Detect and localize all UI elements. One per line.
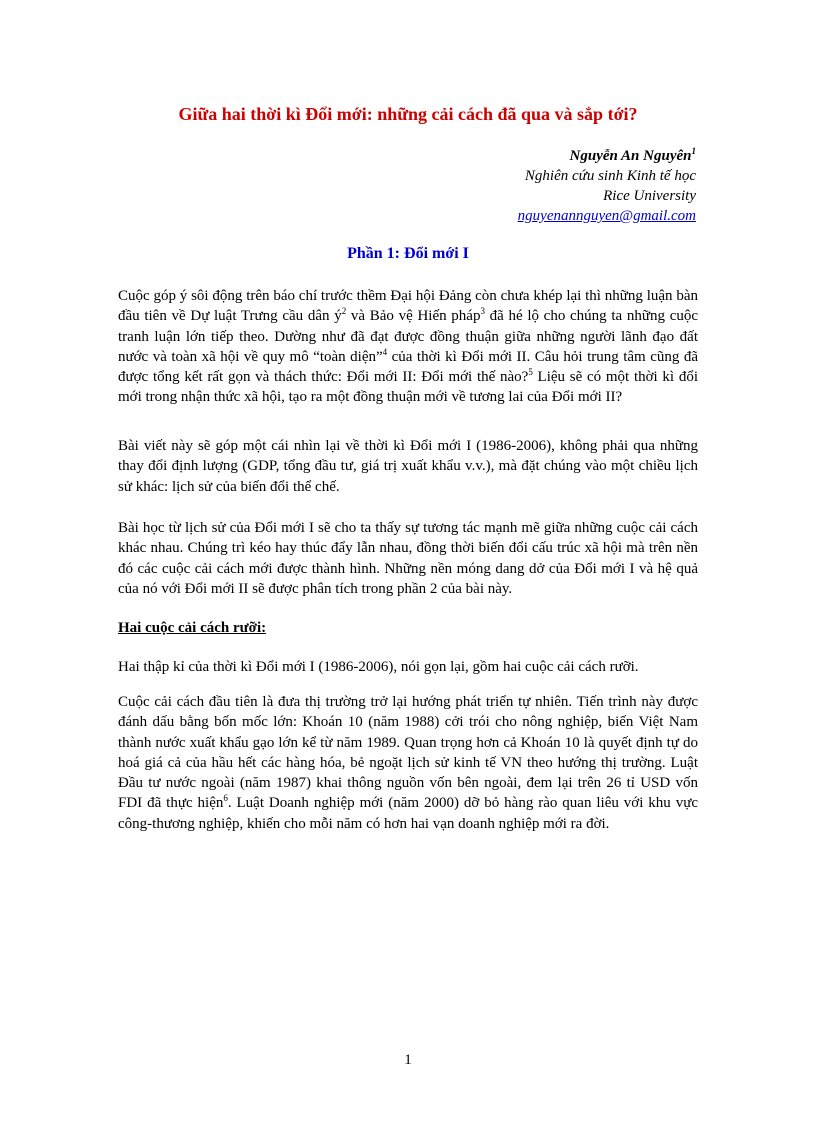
document-title: Giữa hai thời kì Đổi mới: những cải cách đã qua và sắp tới? — [178, 104, 638, 124]
paragraph-lessons: Bài học từ lịch sử của Đổi mới I sẽ cho ta thấy sự tương tác mạnh mẽ giữa những cuộc cải cách khác nhau. Chúng trì kéo hay thúc đẩy lẫn nhau, đồng thời biến đổi cấu trúc xã hội mà trên nền đó các cuộc cải cách mới được thành hình. Những nền móng dang dở của Đổi mới I và hệ quả của nó với Đổi mới II sẽ được phân tích trong phần 2 của bài này. — [118, 520, 698, 597]
text-run: . Luật Doanh nghiệp mới (năm 2000) dỡ bỏ hàng rào quan liêu với khu vực công-thương nghiệp, khiến cho mỗi năm có hơn hai vạn doanh nghiệp mới ra đời. — [118, 795, 698, 832]
author-name-line — [118, 146, 696, 166]
author-role: Nghiên cứu sinh Kinh tế học — [524, 168, 696, 184]
author-email-link[interactable]: nguyenannguyen@gmail.com — [517, 208, 696, 224]
text-run: Cuộc cải cách đầu tiên là đưa thị trường trở lại hướng phát triển tự nhiên. Tiến trình này được đánh dấu bằng bốn mốc lớn: Khoán 10 (năm 1988) cởi trói cho nông nghiệp, biến Việt Nam thành nước xuất khẩu gạo lớn kể từ năm 1989. Quan trọng hơn cả Khoán 10 là quyết định tự do hoá giá cả của hầu hết các hàng hóa, bẻ ngoặt lịch sử kinh tế VN theo hướng thị trường. Luật Đầu tư nước ngoài (năm 1987) khai thông nguồn vốn bên ngoài, đem lại trên 26 tỉ USD vốn FDI đã thực hiện — [118, 694, 698, 812]
page-number: 1 — [404, 1052, 412, 1068]
author-block — [118, 146, 696, 226]
text-run: của thời kì Đổi mới II. Câu hỏi trung tâm cũng đã được tổng kết rất gọn và thách thức: Đổi mới II: Đổi mới thế nào? — [118, 348, 698, 386]
paragraph-intro — [118, 286, 698, 408]
text-run: và Bảo vệ Hiến pháp — [346, 308, 481, 325]
footnote-ref: 6 — [223, 793, 228, 804]
text-run: Liệu sẽ có một thời kì đổi mới trong nhận thức xã hội, tạo ra một đồng thuận mới về tương lai của Đổi mới II? — [118, 369, 698, 406]
author-affiliation: Rice University — [603, 188, 696, 204]
paragraph-first-reform — [118, 692, 698, 834]
author-name: Nguyễn An Nguyên — [569, 148, 692, 164]
paragraph-scope: Bài viết này sẽ góp một cái nhìn lại về thời kì Đổi mới I (1986-2006), không phải qua những thay đổi định lượng (GDP, tổng đầu tư, giá trị xuất khẩu v.v.), mà đặt chúng vào một chiều lịch sử khác: lịch sử của biến đổi thể chế. — [118, 438, 698, 495]
footnote-ref: 3 — [480, 306, 485, 317]
footnote-ref: 4 — [382, 346, 388, 357]
footnote-ref: 2 — [341, 306, 347, 317]
paragraph-summary: Hai thập kỉ của thời kì Đổi mới I (1986-2006), nói gọn lại, gồm hai cuộc cải cách rưỡi. — [118, 659, 639, 675]
text-run: đã hé lộ cho chúng ta những cuộc tranh luận lớn tiếp theo. Dường như đã đạt được đồng thuận giữa những người lãnh đạo đất nước và toàn xã hội về quy mô “toàn diện” — [118, 308, 699, 365]
subheading: Hai cuộc cải cách rưỡi: — [118, 620, 267, 636]
footnote-ref: 5 — [528, 367, 533, 378]
footnote-ref: 1 — [691, 146, 696, 156]
text-run: Cuộc góp ý sôi động trên báo chí trước thềm Đại hội Đảng còn chưa khép lại thì những luận bàn đầu tiên về Dự luật Trưng cầu dân ý — [118, 288, 698, 325]
section-title: Phần 1: Đổi mới I — [347, 245, 469, 262]
